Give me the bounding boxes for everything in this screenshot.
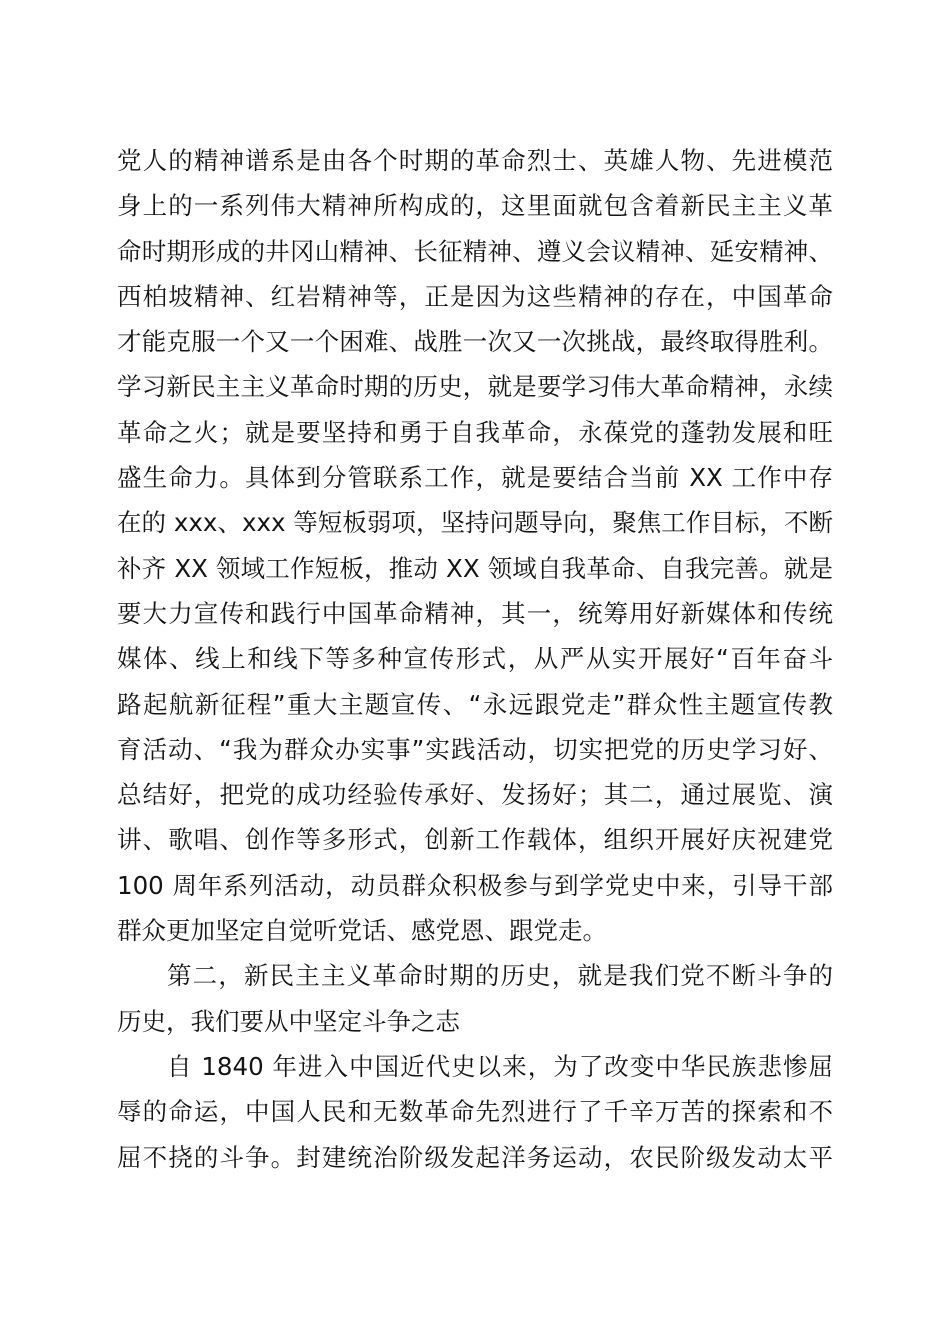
text-line: 西柏坡精神、红岩精神等，正是因为这些精神的存在，中国革命 xyxy=(117,281,833,311)
section-heading-line: 历史，我们要从中坚定斗争之志 xyxy=(117,1006,460,1036)
text-line: 讲、歌唱、创作等多形式，创新工作载体，组织开展好庆祝建党 xyxy=(117,825,833,855)
text-line: 总结好，把党的成功经验传承好、发扬好；其二，通过展览、演 xyxy=(117,780,833,810)
text-line: 路起航新征程”重大主题宣传、“永远跟党走”群众性主题宣传教 xyxy=(117,689,833,719)
text-line: 100 周年系列活动，动员群众积极参与到学党史中来，引导干部 xyxy=(117,870,833,900)
text-line: 屈不挠的斗争。封建统治阶级发起洋务运动，农民阶级发动太平 xyxy=(117,1142,833,1172)
text-line: 辱的命运，中国人民和无数革命先烈进行了千辛万苦的探索和不 xyxy=(117,1097,833,1127)
text-line: 群众更加坚定自觉听党话、感党恩、跟党走。 xyxy=(117,916,607,946)
text-line: 身上的一系列伟大精神所构成的，这里面就包含着新民主主义革 xyxy=(117,191,833,221)
text-line: 党人的精神谱系是由各个时期的革命烈士、英雄人物、先进模范 xyxy=(117,146,833,175)
text-line: 命时期形成的井冈山精神、长征精神、遵义会议精神、延安精神、 xyxy=(117,236,833,266)
text-line: 补齐 XX 领域工作短板，推动 XX 领域自我革命、自我完善。就是 xyxy=(117,553,833,583)
text-line: 要大力宣传和践行中国革命精神，其一，统筹用好新媒体和传统 xyxy=(117,598,833,628)
text-line: 才能克服一个又一个困难、战胜一次又一次挑战，最终取得胜利。 xyxy=(117,327,833,357)
text-line: 育活动、“我为群众办实事”实践活动，切实把党的历史学习好、 xyxy=(117,734,833,764)
text-line: 自 1840 年进入中国近代史以来，为了改变中华民族悲惨屈 xyxy=(167,1051,833,1081)
text-line: 媒体、线上和线下等多种宣传形式，从严从实开展好“百年奋斗 xyxy=(117,644,833,674)
text-line: 在的 xxx、xxx 等短板弱项，坚持问题导向，聚焦工作目标，不断 xyxy=(117,508,833,538)
text-line: 革命之火；就是要坚持和勇于自我革命，永葆党的蓬勃发展和旺 xyxy=(117,417,833,447)
section-heading-line: 第二，新民主主义革命时期的历史，就是我们党不断斗争的 xyxy=(167,961,833,991)
text-line: 盛生命力。具体到分管联系工作，就是要结合当前 XX 工作中存 xyxy=(117,463,833,493)
document-body xyxy=(117,138,833,1180)
text-line: 学习新民主主义革命时期的历史，就是要学习伟大革命精神，永续 xyxy=(117,372,833,402)
